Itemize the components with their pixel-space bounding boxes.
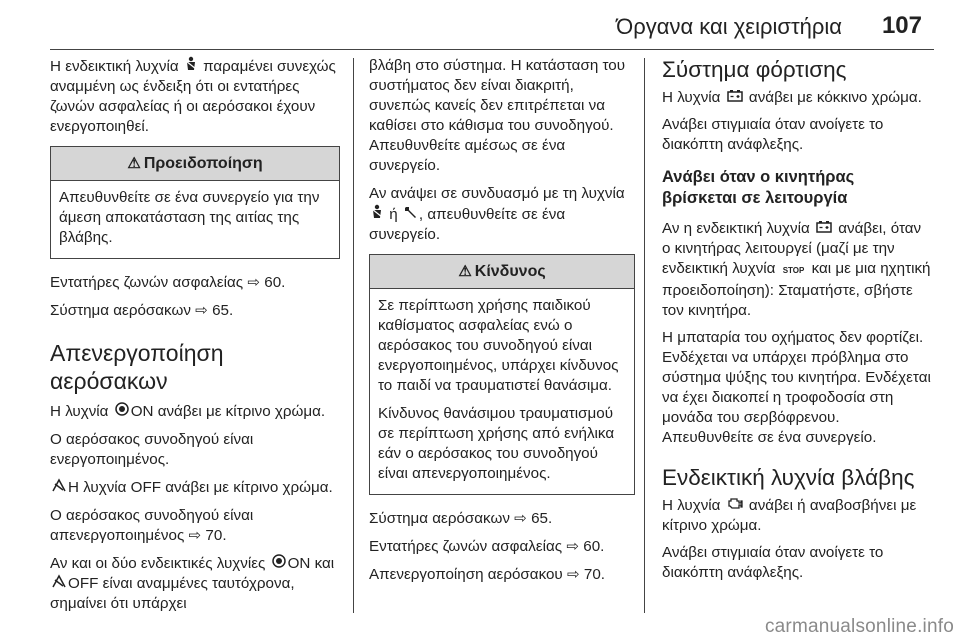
paragraph: Η λυχνία ON ανάβει με κίτρινο χρώμα. [50,403,326,420]
section-heading: Απενεργοποίηση αερόσακων [50,340,224,394]
passenger-airbag-on-icon [272,554,286,574]
warning-box-title: ⚠ Προειδοποίηση [51,147,339,181]
paragraph: Η λυχνία ανάβει ή αναβοσβήνει με κίτρινο χρώμα. [662,497,917,534]
paragraph: Ο αερόσακος συνοδηγού είναι απενεργοποιημένος ⇨ 70. [50,507,254,544]
watermark: carmanualsonline.info [764,616,954,637]
paragraph: Η μπαταρία του οχήματος δεν φορτίζει. Ενδέχεται να υπάρχει πρόβλημα στο σύστημα ψύξης του κινητήρα. Ενδέχεται να έχει διακοπεί η τροφοδοσία στη μονάδα του σερβόφρενου. Απευθυνθείτε σε ένα συνεργείο. [662,329,931,446]
paragraph: Αν ανάψει σε συνδυασμό με τη λυχνία ή , απευθυνθείτε σε ένα συνεργείο. [369,185,625,243]
page-number: 107 [881,12,922,39]
paragraph: Ανάβει στιγμιαία όταν ανοίγετε το διακόπτη ανάφλεξης. [662,116,884,153]
section-heading: Σύστημα φόρτισης [662,57,847,82]
warning-box [50,146,340,259]
paragraph: Ο αερόσακος συνοδηγού είναι ενεργοποιημένος. [50,431,254,468]
engine-malfunction-icon [727,496,743,516]
page-header [0,0,960,48]
column-divider [644,58,645,613]
wrench-service-icon [404,205,417,225]
passenger-airbag-off-icon [52,478,66,498]
paragraph: Αν η ενδεικτική λυχνία ανάβει, όταν ο κινητήρας λειτουργεί (μαζί με την ενδεικτική λυχνία STOP και με μια ηχητική προειδοποίηση): Σταματήστε, σβήστε τον κινητήρα. [662,220,931,319]
danger-box-title: ⚠ Κίνδυνος [370,255,634,289]
column-divider [353,58,354,613]
passenger-airbag-off-icon [52,574,66,594]
column-left [50,56,340,622]
seatbelt-airbag-icon [185,56,197,77]
column-right [662,56,932,590]
cross-reference: Σύστημα αερόσακων ⇨ 65. [369,510,553,527]
danger-text: Σε περίπτωση χρήσης παιδικού καθίσματος ασφαλείας ενώ ο αερόσακος του συνοδηγού είναι ενεργοποιημένος, υπάρχει κίνδυνος το παιδί να τραυματιστεί θανάσιμα. [378,297,619,394]
section-heading: Ενδεικτική λυχνία βλάβης [662,465,915,490]
warning-triangle-icon: ⚠ [458,263,472,280]
column-middle [369,56,635,593]
danger-box [369,254,635,495]
warning-text: Απευθυνθείτε σε ένα συνεργείο για την άμεση αποκατάσταση της αιτίας της βλάβης. [59,189,320,246]
page-title: Όργανα και χειριστήρια [616,14,842,39]
paragraph: Η λυχνία OFF ανάβει με κίτρινο χρώμα. [50,478,340,498]
cross-reference: Σύστημα αερόσακων ⇨ 65. [50,302,234,319]
cross-reference: Απενεργοποίηση αερόσακου ⇨ 70. [369,566,606,583]
seatbelt-airbag-icon [371,204,383,225]
paragraph: Αν και οι δύο ενδεικτικές λυχνίες ON και OFF είναι αναμμένες ταυτόχρονα, σημαίνει ότι υπάρχει [50,555,335,612]
battery-charging-icon [727,88,743,108]
warning-triangle-icon: ⚠ [127,155,141,172]
cross-reference: Εντατήρες ζωνών ασφαλείας ⇨ 60. [50,274,286,291]
stop-icon: STOP [782,266,805,275]
header-divider [50,49,934,50]
paragraph: Η λυχνία ανάβει με κόκκινο χρώμα. [662,89,922,106]
passenger-airbag-on-icon [115,402,129,422]
paragraph: Η ενδεικτική λυχνία παραμένει συνεχώς αναμμένη ως ένδειξη ότι οι εντατήρες ζωνών ασφαλείας ή οι αερόσακοι έχουν ενεργοποιηθεί. [50,58,336,135]
paragraph: Ανάβει στιγμιαία όταν ανοίγετε το διακόπτη ανάφλεξης. [662,544,884,581]
danger-text: Κίνδυνος θανάσιμου τραυματισμού σε περίπτωση χρήσης από ενήλικα εάν ο αερόσακος του συνοδηγού είναι απενεργοποιημένος. [378,405,615,482]
battery-charging-icon [816,219,832,239]
paragraph: βλάβη στο σύστημα. Η κατάσταση του συστήματος δεν είναι διακριτή, συνεπώς κανείς δεν επιτρέπεται να καθίσει στο κάθισμα του συνοδηγού. Απευθυνθείτε αμέσως σε ένα συνεργείο. [369,57,626,174]
subsection-heading: Ανάβει όταν ο κινητήρας βρίσκεται σε λειτουργία [662,168,855,207]
cross-reference: Εντατήρες ζωνών ασφαλείας ⇨ 60. [369,538,605,555]
